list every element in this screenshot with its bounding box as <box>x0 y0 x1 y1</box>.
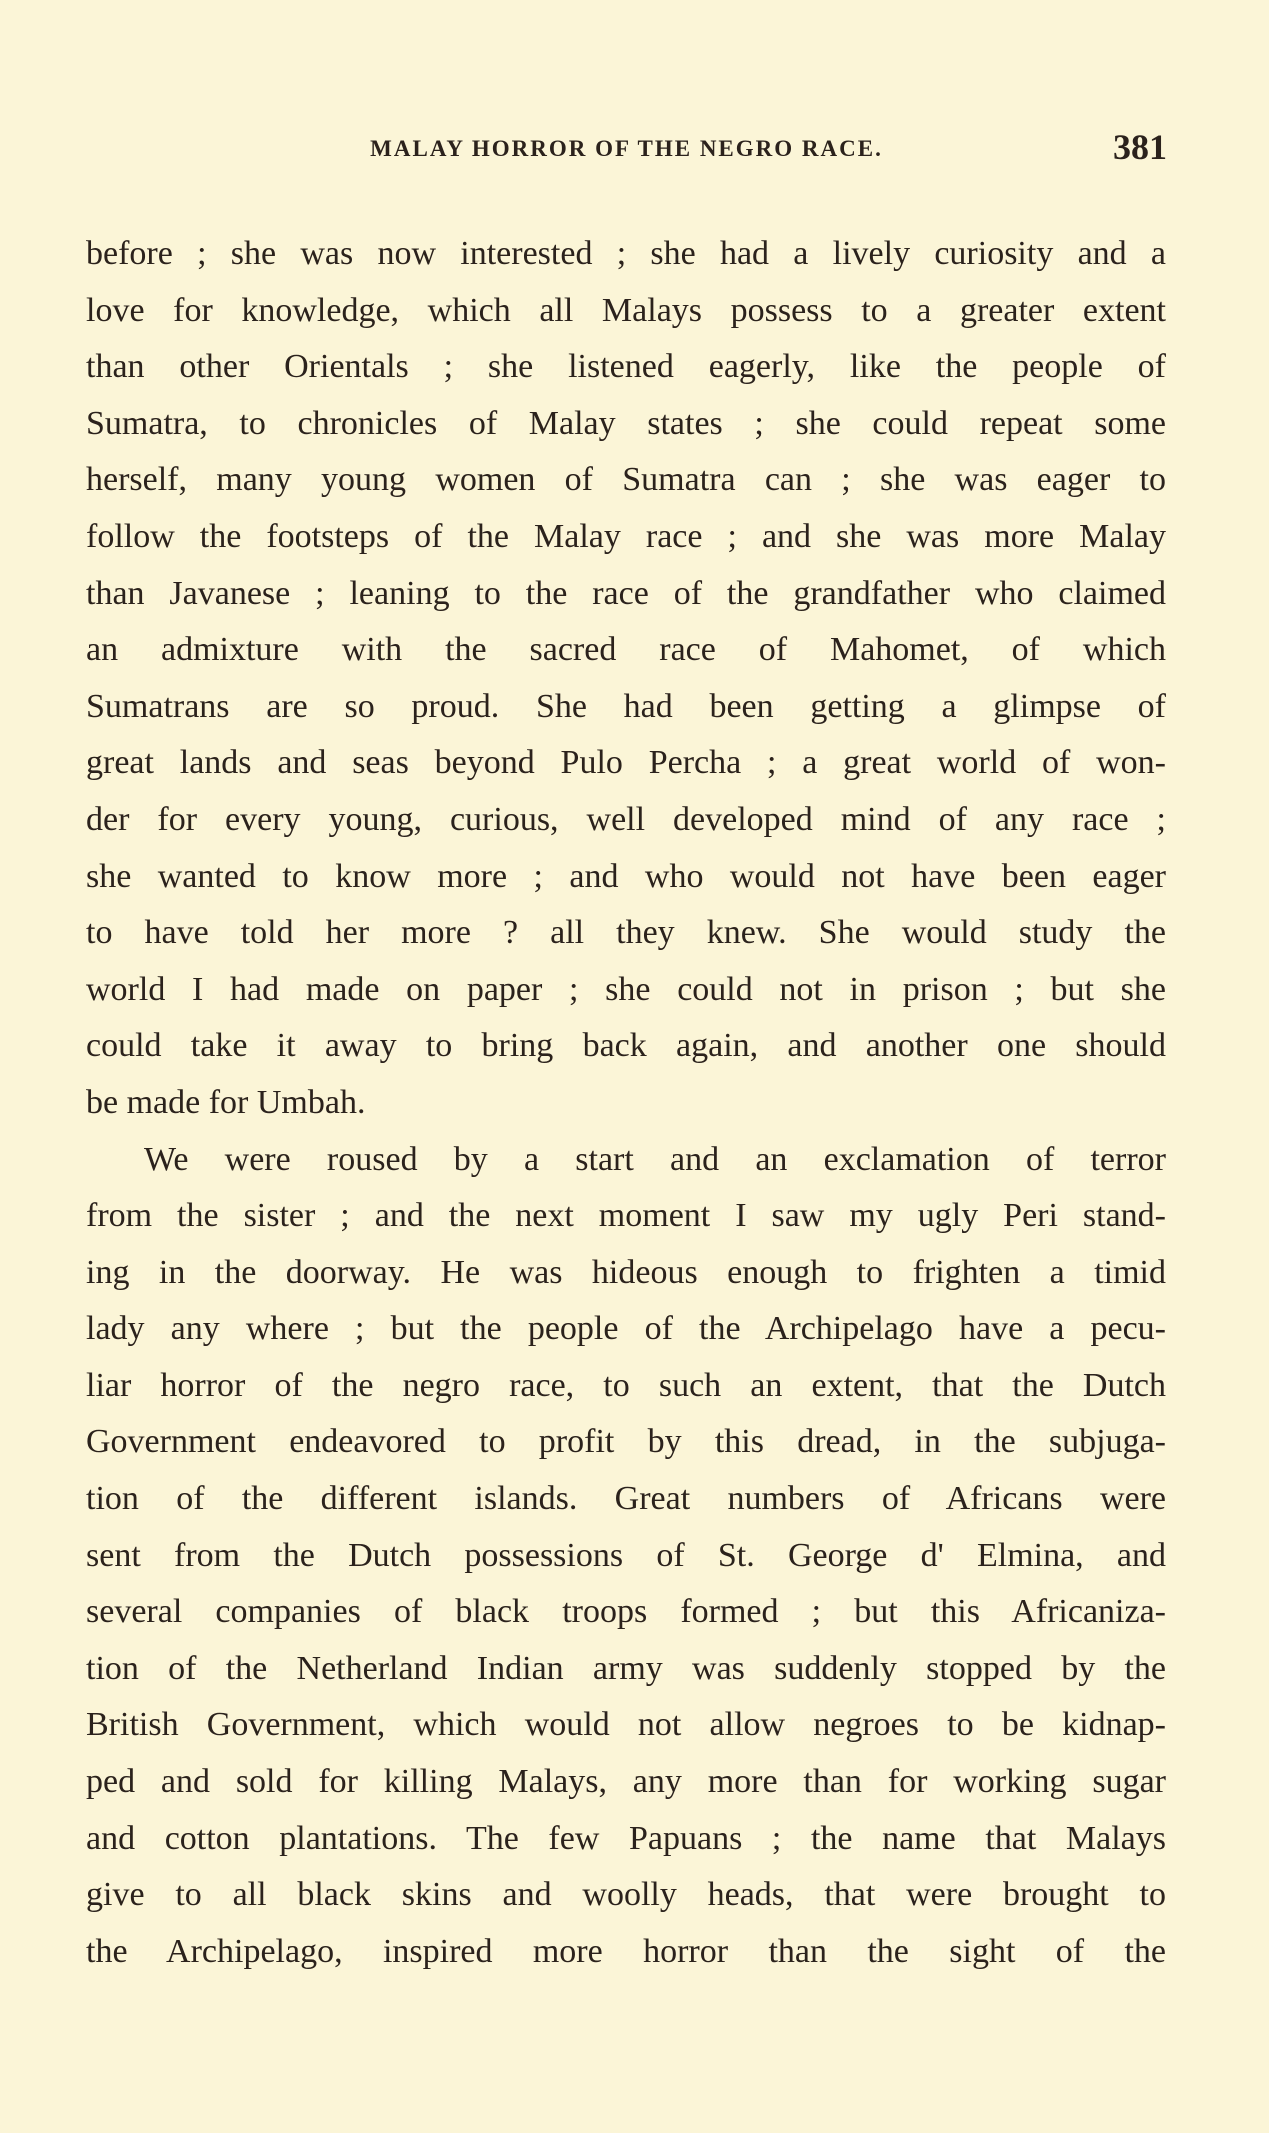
text-line: herself, many young women of Sumatra can ; she was eager to <box>86 461 1166 499</box>
text-line: lady any where ; but the people of the Archipelago have a pecu- <box>86 1310 1166 1348</box>
body-text <box>86 226 1166 1980</box>
text-line: ing in the doorway. He was hideous enough to frighten a timid <box>86 1253 1166 1291</box>
page-number: 381 <box>1113 127 1167 167</box>
text-line: could take it away to bring back again, and another one should <box>86 1027 1166 1065</box>
text-line: great lands and seas beyond Pulo Percha ; a great world of won- <box>86 744 1166 782</box>
text-line: love for knowledge, which all Malays possess to a greater extent <box>86 291 1166 329</box>
text-line: sent from the Dutch possessions of St. George d' Elmina, and <box>86 1536 1166 1574</box>
text-line: before ; she was now interested ; she had a lively curiosity and a <box>86 235 1166 272</box>
text-line: Sumatrans are so proud. She had been getting a glimpse of <box>86 687 1166 725</box>
text-line: world I had made on paper ; she could not in prison ; but she <box>86 970 1166 1008</box>
text-line: follow the footsteps of the Malay race ; and she was more Malay <box>86 517 1166 555</box>
text-line: give to all black skins and woolly heads, that were brought to <box>86 1876 1166 1914</box>
text-line: Sumatra, to chronicles of Malay states ; she could repeat some <box>86 404 1166 442</box>
text-line: and cotton plantations. The few Papuans ; the name that Malays <box>86 1819 1166 1857</box>
text-line: tion of the Netherland Indian army was suddenly stopped by the <box>86 1649 1166 1687</box>
text-line: than Javanese ; leaning to the race of the grandfather who claimed <box>86 574 1166 612</box>
text-line: ped and sold for killing Malays, any more than for working sugar <box>86 1763 1166 1801</box>
text-line: from the sister ; and the next moment I saw my ugly Peri stand- <box>86 1197 1166 1235</box>
text-line: tion of the different islands. Great numbers of Africans were <box>86 1480 1166 1518</box>
text-line: der for every young, curious, well developed mind of any race ; <box>86 800 1166 838</box>
text-line: be made for Umbah. <box>86 1083 366 1121</box>
text-line: than other Orientals ; she listened eagerly, like the people of <box>86 348 1166 386</box>
text-line: to have told her more ? all they knew. She would study the <box>86 914 1166 952</box>
text-line: several companies of black troops formed ; but this Africaniza- <box>86 1593 1166 1631</box>
text-line: an admixture with the sacred race of Mahomet, of which <box>86 631 1166 669</box>
text-line: British Government, which would not allow negroes to be kidnap- <box>86 1706 1166 1744</box>
running-head <box>86 126 1167 176</box>
text-line: liar horror of the negro race, to such an extent, that the Dutch <box>86 1366 1166 1404</box>
text-line: We were roused by a start and an exclamation of terror <box>144 1140 1166 1178</box>
running-title: MALAY HORROR OF THE NEGRO RACE. <box>370 136 883 161</box>
text-line: Government endeavored to profit by this dread, in the subjuga- <box>86 1423 1166 1461</box>
text-line: she wanted to know more ; and who would not have been eager <box>86 857 1166 895</box>
text-line: the Archipelago, inspired more horror than the sight of the <box>86 1932 1166 1970</box>
